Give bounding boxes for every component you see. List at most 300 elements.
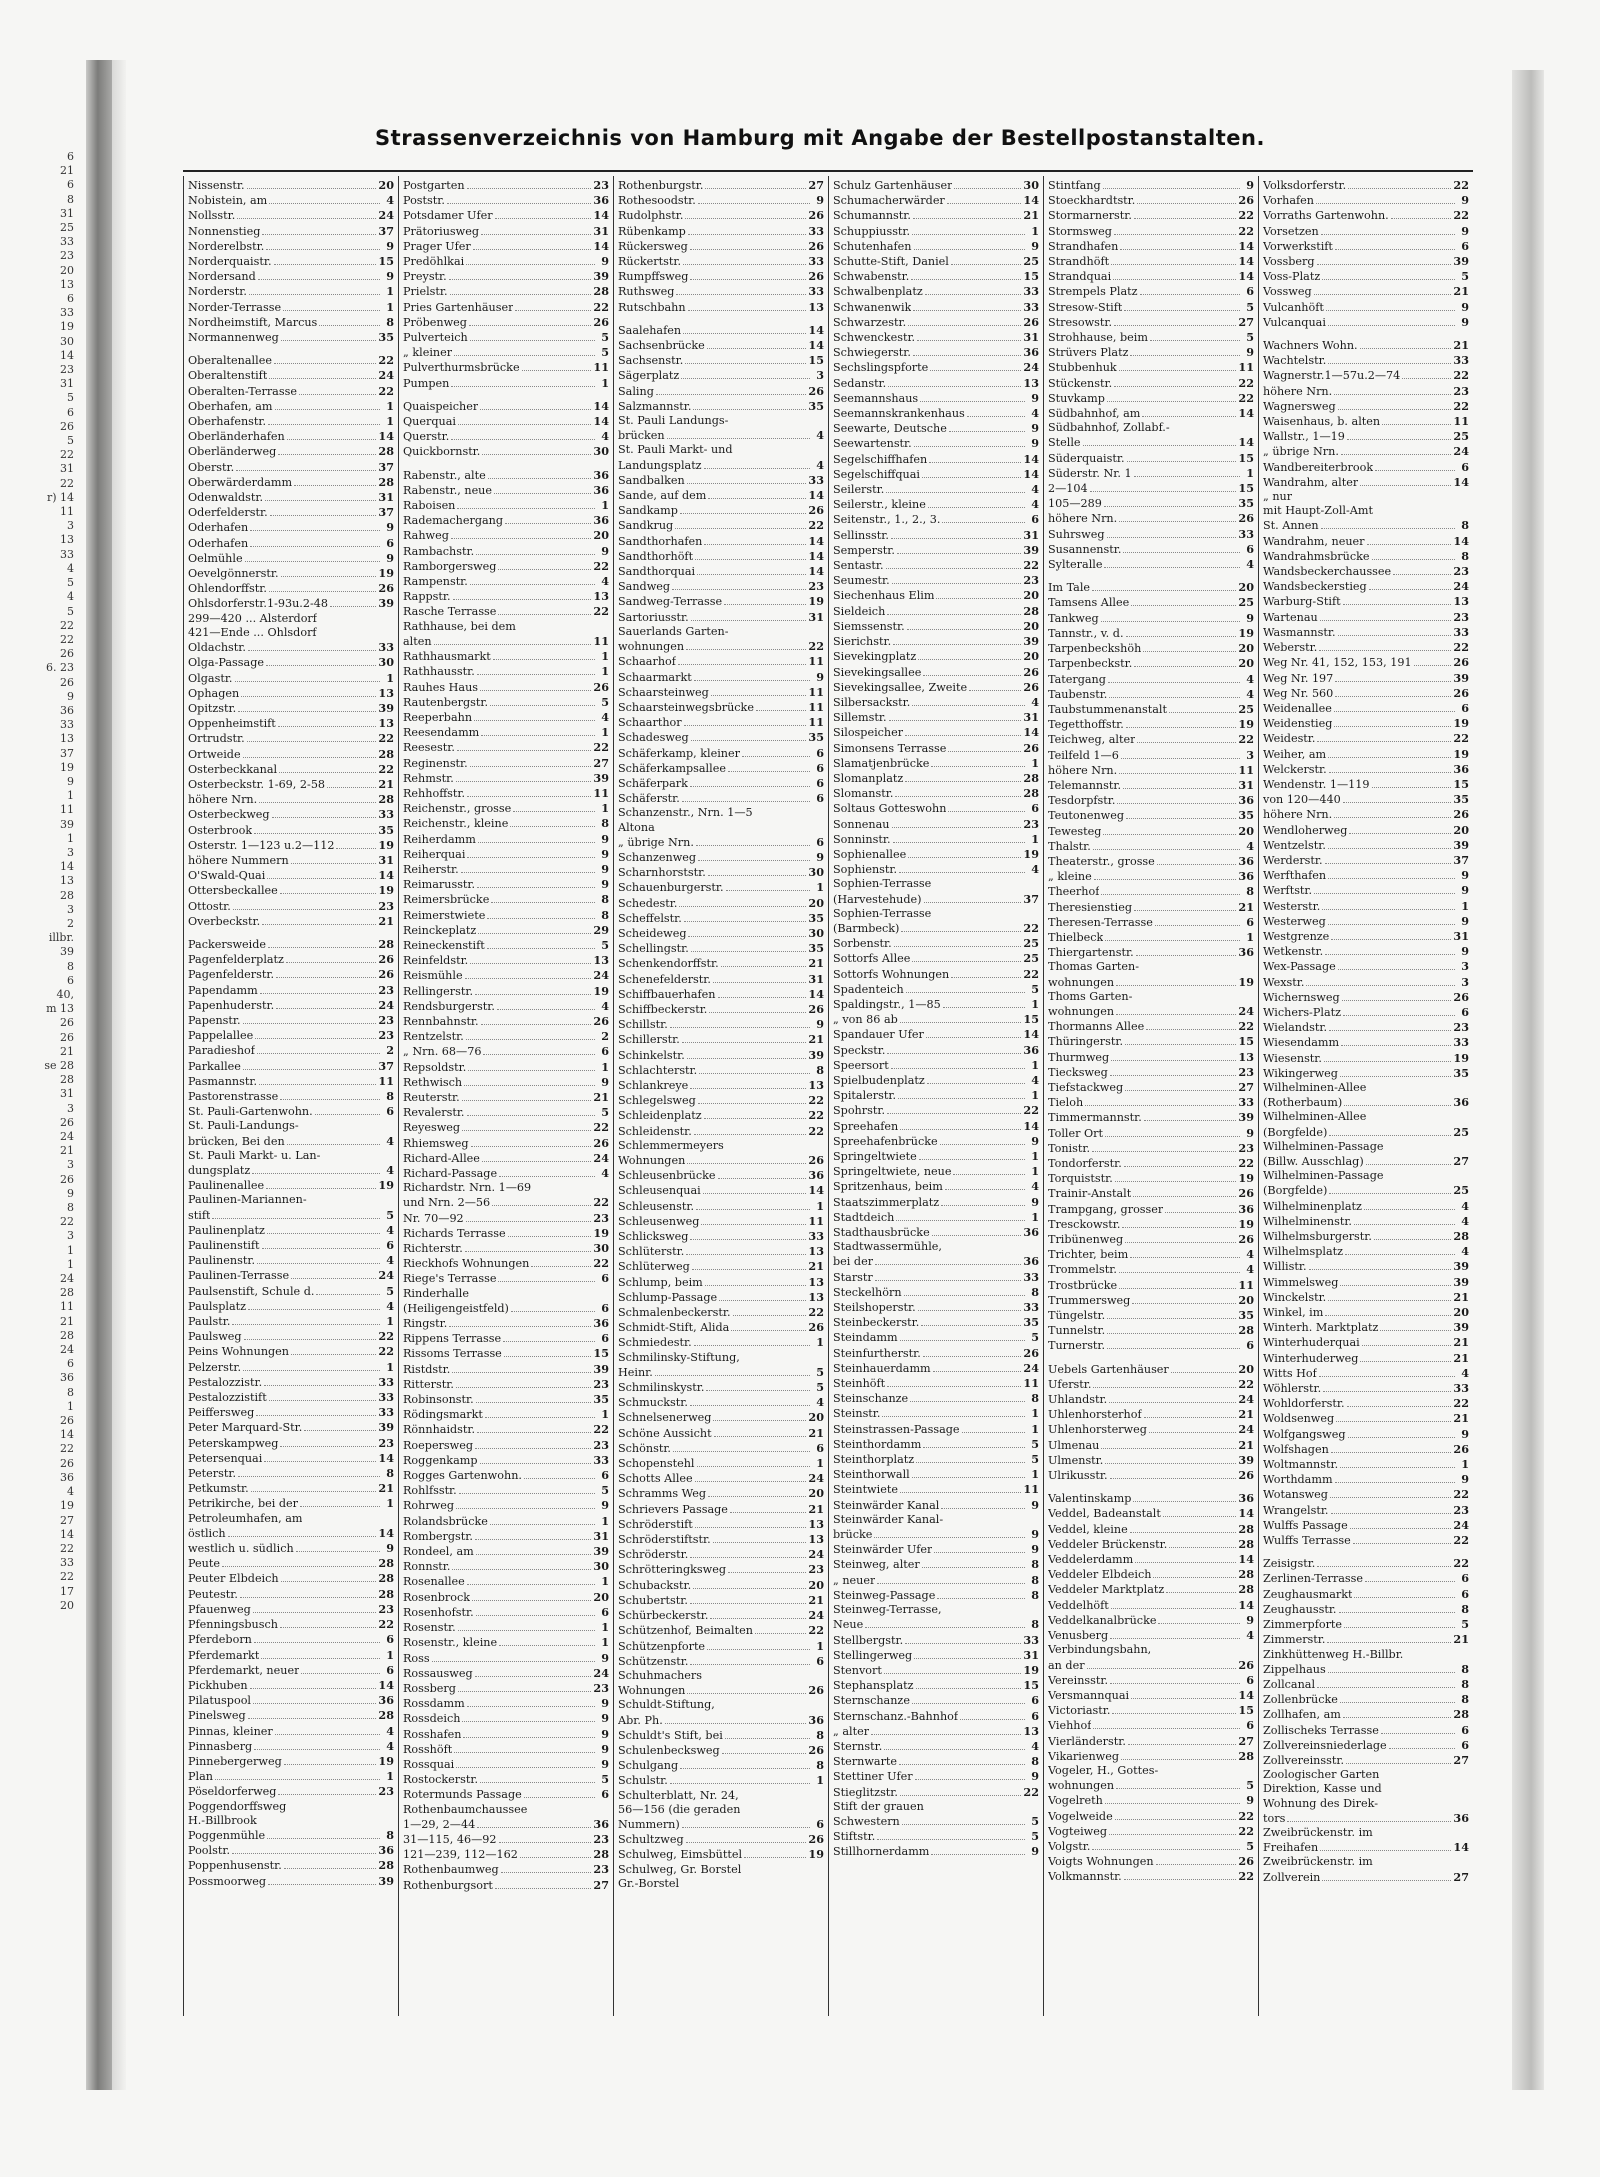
street-entry — [403, 1696, 609, 1711]
leader-dots — [1325, 1315, 1451, 1316]
street-name: Reesendamm — [403, 726, 480, 740]
street-entry — [1263, 1259, 1469, 1274]
street-name: Peuter Elbdeich — [188, 1572, 279, 1586]
street-entry — [1048, 854, 1254, 869]
left-page-number: 26 — [60, 1172, 74, 1186]
postal-office-number: 36 — [1023, 1042, 1039, 1057]
leader-dots — [245, 561, 380, 562]
street-name: Oberländerweg — [188, 445, 277, 459]
leader-dots — [482, 1161, 592, 1162]
postal-office-number: 35 — [808, 730, 824, 745]
street-name: und Nrn. 2—56 — [403, 1196, 491, 1210]
street-name: Tresckowstr. — [1048, 1217, 1121, 1231]
postal-office-number: 5 — [1246, 1838, 1254, 1853]
left-page-number: 6 — [67, 973, 74, 987]
street-entry — [833, 695, 1039, 710]
street-name: Weiher, am — [1263, 747, 1327, 761]
street-entry — [833, 604, 1039, 619]
street-name: „ von 86 ab — [833, 1013, 898, 1027]
street-name: Petroleumhafen, am — [188, 1511, 303, 1525]
street-name: Pries Gartenhäuser — [403, 300, 514, 314]
postal-office-number: 8 — [386, 1827, 394, 1842]
leader-dots — [1150, 340, 1240, 341]
postal-office-number: 15 — [378, 254, 394, 269]
leader-dots — [1322, 1880, 1451, 1881]
street-entry — [618, 1623, 824, 1638]
street-entry — [1048, 1186, 1254, 1201]
street-name: „ Nrn. 68—76 — [403, 1045, 482, 1059]
street-entry — [618, 458, 824, 473]
street-entry — [833, 497, 1039, 512]
postal-office-number: 23 — [593, 1831, 609, 1846]
postal-office-number: 24 — [1453, 444, 1469, 459]
street-name: Teichweg, alter — [1048, 733, 1136, 747]
leader-dots — [693, 1588, 806, 1589]
street-entry — [1263, 1855, 1469, 1869]
street-name: Wasmannstr. — [1263, 625, 1336, 639]
street-name: Nissenstr. — [188, 179, 245, 192]
postal-office-number: 33 — [808, 223, 824, 238]
postal-office-number: 36 — [1238, 869, 1254, 884]
street-entry — [618, 564, 824, 579]
street-entry — [618, 1817, 824, 1832]
leader-dots — [269, 1400, 377, 1401]
street-name: Schröderstr. — [618, 1548, 689, 1562]
street-entry — [1263, 1035, 1469, 1050]
postal-office-number: 6 — [601, 1604, 609, 1619]
street-name: Wiesendamm — [1263, 1036, 1340, 1050]
street-entry — [833, 573, 1039, 588]
street-name: Oberhafenstr. — [188, 415, 267, 429]
street-name: Roepersweg — [403, 1438, 474, 1452]
left-page-number: 20 — [60, 263, 74, 277]
street-name: Viehhof — [1048, 1719, 1092, 1733]
leader-dots — [682, 1042, 807, 1043]
leader-dots — [887, 1053, 1021, 1054]
street-entry — [403, 968, 609, 983]
street-name: Westgrenze — [1263, 929, 1330, 943]
left-page-number: 36 — [60, 1371, 74, 1385]
postal-office-number: 9 — [601, 861, 609, 876]
street-entry — [833, 1088, 1039, 1103]
postal-office-number: 23 — [808, 1562, 824, 1577]
leader-dots — [1144, 1417, 1237, 1418]
street-name: Weidenstieg — [1263, 717, 1333, 731]
street-entry — [188, 868, 394, 883]
postal-office-number: 22 — [1023, 558, 1039, 573]
street-name: Reichenstr., kleine — [403, 817, 509, 831]
postal-office-number: 4 — [1246, 1262, 1254, 1277]
leader-dots — [1119, 773, 1236, 774]
left-page-number: 21 — [60, 1314, 74, 1328]
leader-dots — [494, 493, 591, 494]
leader-dots — [1321, 234, 1455, 235]
street-name: Schulz Gartenhäuser — [833, 179, 953, 192]
leader-dots — [1328, 1300, 1451, 1301]
street-name: Steinhauerdamm — [833, 1361, 931, 1375]
street-entry — [618, 443, 824, 457]
street-entry — [403, 1151, 609, 1166]
leader-dots — [887, 614, 1021, 615]
street-entry — [403, 1498, 609, 1513]
street-entry — [833, 1285, 1039, 1300]
street-entry — [403, 193, 609, 208]
street-entry — [1263, 1095, 1469, 1110]
street-name: Veddelerdamm — [1048, 1553, 1134, 1567]
postal-office-number: 26 — [1238, 511, 1254, 526]
street-name: Schramms Weg — [618, 1487, 707, 1501]
street-name: Stiftstr. — [833, 1830, 876, 1844]
leader-dots — [511, 1311, 595, 1312]
postal-office-number: 9 — [1246, 1793, 1254, 1808]
street-entry — [188, 1754, 394, 1769]
postal-office-number: 21 — [1453, 1350, 1469, 1365]
leader-dots — [1140, 294, 1240, 295]
street-name: Schlegelsweg — [618, 1094, 696, 1108]
street-entry — [188, 914, 394, 929]
postal-office-number: 9 — [601, 877, 609, 892]
postal-office-number: 9 — [1246, 178, 1254, 192]
street-entry — [1048, 1338, 1254, 1353]
street-name: Nobistein, am — [188, 194, 268, 208]
street-entry — [833, 543, 1039, 558]
postal-office-number: 6 — [601, 1271, 609, 1286]
street-entry — [618, 911, 824, 926]
postal-office-number: 26 — [378, 581, 394, 596]
postal-office-number: 36 — [1238, 1201, 1254, 1216]
street-name: Rostockerstr. — [403, 1773, 479, 1787]
street-name: brücken — [618, 429, 665, 443]
street-entry — [188, 1678, 394, 1693]
postal-office-number: 9 — [1461, 223, 1469, 238]
street-entry — [403, 468, 609, 483]
postal-office-number: 39 — [1453, 1259, 1469, 1274]
street-entry — [1263, 1692, 1469, 1707]
leader-dots — [1328, 363, 1451, 364]
left-page-number: illbr. — [48, 931, 74, 945]
leader-dots — [1093, 1387, 1236, 1388]
leader-dots — [1114, 325, 1236, 326]
street-name: Sachsenstr. — [618, 354, 684, 368]
leader-dots — [498, 1281, 595, 1282]
street-entry — [403, 1772, 609, 1787]
postal-office-number: 35 — [1453, 1065, 1469, 1080]
leader-dots — [1317, 1566, 1451, 1567]
postal-office-number: 4 — [601, 574, 609, 589]
leader-dots — [480, 409, 591, 410]
leader-dots — [243, 1069, 377, 1070]
leader-dots — [900, 1129, 1021, 1130]
street-name: Rabenstr., alte — [403, 468, 486, 482]
street-name: Nollsstr. — [188, 209, 236, 223]
street-entry — [1048, 1869, 1254, 1884]
street-entry — [188, 178, 394, 193]
leader-dots — [315, 1114, 380, 1115]
postal-office-number: 22 — [1238, 1019, 1254, 1034]
postal-office-number: 21 — [808, 1425, 824, 1440]
street-name: bei der — [833, 1255, 874, 1269]
postal-office-number: 6 — [1461, 238, 1469, 253]
street-entry — [403, 1483, 609, 1498]
postal-office-number: 19 — [378, 566, 394, 581]
leader-dots — [501, 1872, 592, 1873]
postal-office-number: 1 — [1031, 1421, 1039, 1436]
street-entry — [403, 1422, 609, 1437]
street-entry — [188, 490, 394, 505]
street-name: Tankweg — [1048, 611, 1099, 625]
street-name: Schopenstehl — [618, 1457, 695, 1471]
street-name: Uferstr. — [1048, 1377, 1092, 1391]
street-entry — [1048, 1362, 1254, 1377]
street-entry — [188, 1268, 394, 1283]
leader-dots — [1116, 985, 1236, 986]
street-name: Wichernsweg — [1263, 990, 1340, 1004]
street-name: Südbahnhof, Zollabf.- — [1048, 421, 1170, 435]
street-entry — [188, 1541, 394, 1556]
street-entry — [403, 284, 609, 299]
leader-dots — [1369, 589, 1452, 590]
leader-dots — [456, 1508, 595, 1509]
leader-dots — [705, 188, 806, 189]
street-entry — [1263, 1290, 1469, 1305]
street-name: Veddeler Elbdeich — [1048, 1568, 1152, 1582]
leader-dots — [467, 857, 595, 858]
leader-dots — [905, 1643, 1021, 1644]
street-name: Schützenstr. — [618, 1654, 689, 1668]
leader-dots — [1335, 696, 1451, 697]
postal-office-number: 4 — [386, 1253, 394, 1268]
postal-office-number: 9 — [601, 1756, 609, 1771]
street-entry — [1263, 1738, 1469, 1753]
postal-office-number: 9 — [1461, 299, 1469, 314]
street-entry — [188, 1223, 394, 1238]
leader-dots — [454, 355, 595, 356]
postal-office-number: 14 — [1238, 1552, 1254, 1567]
leader-dots — [1153, 1577, 1236, 1578]
leader-dots — [248, 650, 376, 651]
street-entry — [833, 1361, 1039, 1376]
leader-dots — [892, 583, 1022, 584]
leader-dots — [1329, 1193, 1451, 1194]
leader-dots — [1328, 924, 1455, 925]
street-entry — [403, 1727, 609, 1742]
postal-office-number: 6 — [1031, 1693, 1039, 1708]
postal-office-number: 5 — [386, 1283, 394, 1298]
leader-dots — [236, 470, 376, 471]
street-name: Pinnebergerweg — [188, 1754, 282, 1768]
street-entry — [403, 483, 609, 498]
leader-dots — [495, 218, 592, 219]
postal-office-number: 26 — [1238, 1854, 1254, 1869]
leader-dots — [336, 848, 376, 849]
street-entry — [1263, 655, 1469, 670]
street-entry — [1048, 496, 1254, 511]
street-name: Olga-Passage — [188, 656, 264, 670]
left-page-number: 31 — [60, 1087, 74, 1101]
street-entry — [403, 1681, 609, 1696]
postal-office-number: 6 — [386, 535, 394, 550]
street-name: Rothenbaumweg — [403, 1863, 499, 1877]
leader-dots — [477, 674, 595, 675]
street-name: Rudolphstr. — [618, 209, 684, 223]
leader-dots — [467, 1584, 595, 1585]
street-entry — [1263, 269, 1469, 284]
street-entry — [618, 1305, 824, 1320]
street-entry — [403, 938, 609, 953]
street-name: Postgarten — [403, 179, 465, 192]
letter-section-gap — [618, 315, 824, 323]
street-name: Steinweg-Passage — [833, 1588, 936, 1602]
street-entry — [833, 1739, 1039, 1754]
leader-dots — [1347, 439, 1452, 440]
street-entry — [833, 482, 1039, 497]
leader-dots — [266, 1188, 376, 1189]
postal-office-number: 24 — [1238, 1003, 1254, 1018]
street-name: Tiefstackweg — [1048, 1080, 1124, 1094]
leader-dots — [1108, 682, 1240, 683]
street-entry — [618, 1683, 824, 1698]
leader-dots — [1336, 1421, 1451, 1422]
street-entry — [1263, 1305, 1469, 1320]
street-entry — [403, 786, 609, 801]
leader-dots — [1131, 1698, 1236, 1699]
street-name: Salzmannstr. — [618, 399, 692, 413]
street-entry — [833, 360, 1039, 375]
postal-office-number: 26 — [808, 238, 824, 253]
street-name: Rademachergang — [403, 514, 504, 528]
leader-dots — [1130, 1257, 1240, 1258]
left-page-number: 3 — [67, 845, 74, 859]
street-entry — [1263, 1427, 1469, 1442]
postal-office-number: 39 — [593, 269, 609, 284]
postal-office-number: 4 — [1031, 1179, 1039, 1194]
postal-office-number: 22 — [378, 1344, 394, 1359]
leader-dots — [1166, 1592, 1236, 1593]
leader-dots — [1107, 1348, 1240, 1349]
street-entry — [403, 771, 609, 786]
leader-dots — [250, 530, 380, 531]
postal-office-number: 11 — [808, 715, 824, 730]
postal-office-number: 14 — [378, 429, 394, 444]
leader-dots — [280, 1627, 376, 1628]
street-entry — [833, 1027, 1039, 1042]
street-name: Rinderhalle — [403, 1286, 469, 1300]
postal-office-number: 15 — [1238, 1703, 1254, 1718]
postal-office-number: 3 — [816, 368, 824, 383]
street-name: Reiherstr. — [403, 862, 459, 876]
street-name: Steinweg, alter — [833, 1558, 920, 1572]
postal-office-number: 36 — [593, 513, 609, 528]
street-entry — [833, 936, 1039, 951]
street-entry — [188, 399, 394, 414]
street-entry — [618, 1078, 824, 1093]
leader-dots — [912, 1703, 1025, 1704]
street-entry — [618, 1654, 824, 1669]
street-name: Tewesteg — [1048, 824, 1102, 838]
street-entry — [1263, 534, 1469, 549]
street-name: Schwanenwik — [833, 300, 912, 314]
leader-dots — [912, 961, 1021, 962]
postal-office-number: 23 — [1453, 564, 1469, 579]
leader-dots — [704, 468, 810, 469]
street-name: Sandthorquai — [618, 565, 696, 579]
street-entry — [833, 862, 1039, 877]
street-entry — [1263, 1320, 1469, 1335]
street-name: Schlump-Passage — [618, 1290, 718, 1304]
postal-office-number: 26 — [1023, 1345, 1039, 1360]
postal-office-number: 21 — [1453, 1632, 1469, 1647]
leader-dots — [264, 1461, 376, 1462]
postal-office-number: 19 — [1238, 625, 1254, 640]
street-name: Peterstr. — [188, 1467, 237, 1481]
street-name: Oberstr. — [188, 460, 235, 474]
street-name: Rehmstr. — [403, 771, 454, 785]
street-entry — [188, 762, 394, 777]
leader-dots — [456, 1767, 595, 1768]
street-entry — [403, 528, 609, 543]
street-entry — [188, 1284, 394, 1299]
postal-office-number: 15 — [808, 353, 824, 368]
street-entry — [618, 353, 824, 368]
street-name: Schillstr. — [618, 1018, 668, 1032]
street-entry — [188, 1800, 394, 1814]
street-name: Trainir-Anstalt — [1048, 1187, 1132, 1201]
postal-office-number: 9 — [1031, 1194, 1039, 1209]
leader-dots — [887, 1113, 1021, 1114]
street-entry — [1048, 975, 1254, 990]
postal-office-number: 25 — [1453, 1124, 1469, 1139]
leader-dots — [1328, 848, 1452, 849]
leader-dots — [1360, 1361, 1451, 1362]
leader-dots — [1169, 1547, 1236, 1548]
postal-office-number: 4 — [1461, 1365, 1469, 1380]
postal-office-number: 28 — [378, 1571, 394, 1586]
leader-dots — [465, 1251, 592, 1252]
street-name: Sievekingplatz — [833, 650, 917, 664]
postal-office-number: 21 — [1238, 1407, 1254, 1422]
postal-office-number: 30 — [593, 1559, 609, 1574]
postal-office-number: 22 — [1453, 368, 1469, 383]
street-entry — [618, 300, 824, 315]
street-entry — [618, 1547, 824, 1562]
leader-dots — [1325, 954, 1455, 955]
leader-dots — [458, 424, 591, 425]
street-entry — [1263, 1199, 1469, 1214]
street-entry — [833, 1693, 1039, 1708]
street-name: höhere Nummern — [188, 853, 289, 867]
street-name: westlich u. südlich — [188, 1542, 294, 1556]
leader-dots — [1338, 969, 1455, 970]
leader-dots — [695, 1481, 807, 1482]
street-entry — [833, 1300, 1039, 1315]
postal-office-number: 36 — [1023, 1225, 1039, 1240]
street-entry — [618, 1698, 824, 1712]
postal-office-number: 11 — [593, 785, 609, 800]
postal-office-number: 26 — [1238, 1186, 1254, 1201]
street-name: Paulinen-Mariannen- — [188, 1193, 307, 1207]
postal-office-number: 33 — [1023, 299, 1039, 314]
postal-office-number: 8 — [601, 892, 609, 907]
leader-dots — [1372, 559, 1455, 560]
street-name: Thoms Garten- — [1048, 989, 1133, 1003]
street-name: Trampgang, grosser — [1048, 1202, 1164, 1216]
street-name: Freihafen — [1263, 1841, 1319, 1855]
letter-section-gap — [1048, 572, 1254, 580]
street-name: Telemannstr. — [1048, 778, 1122, 792]
leader-dots — [891, 538, 1022, 539]
postal-office-number: 35 — [378, 822, 394, 837]
left-page-number: 36 — [60, 1470, 74, 1484]
